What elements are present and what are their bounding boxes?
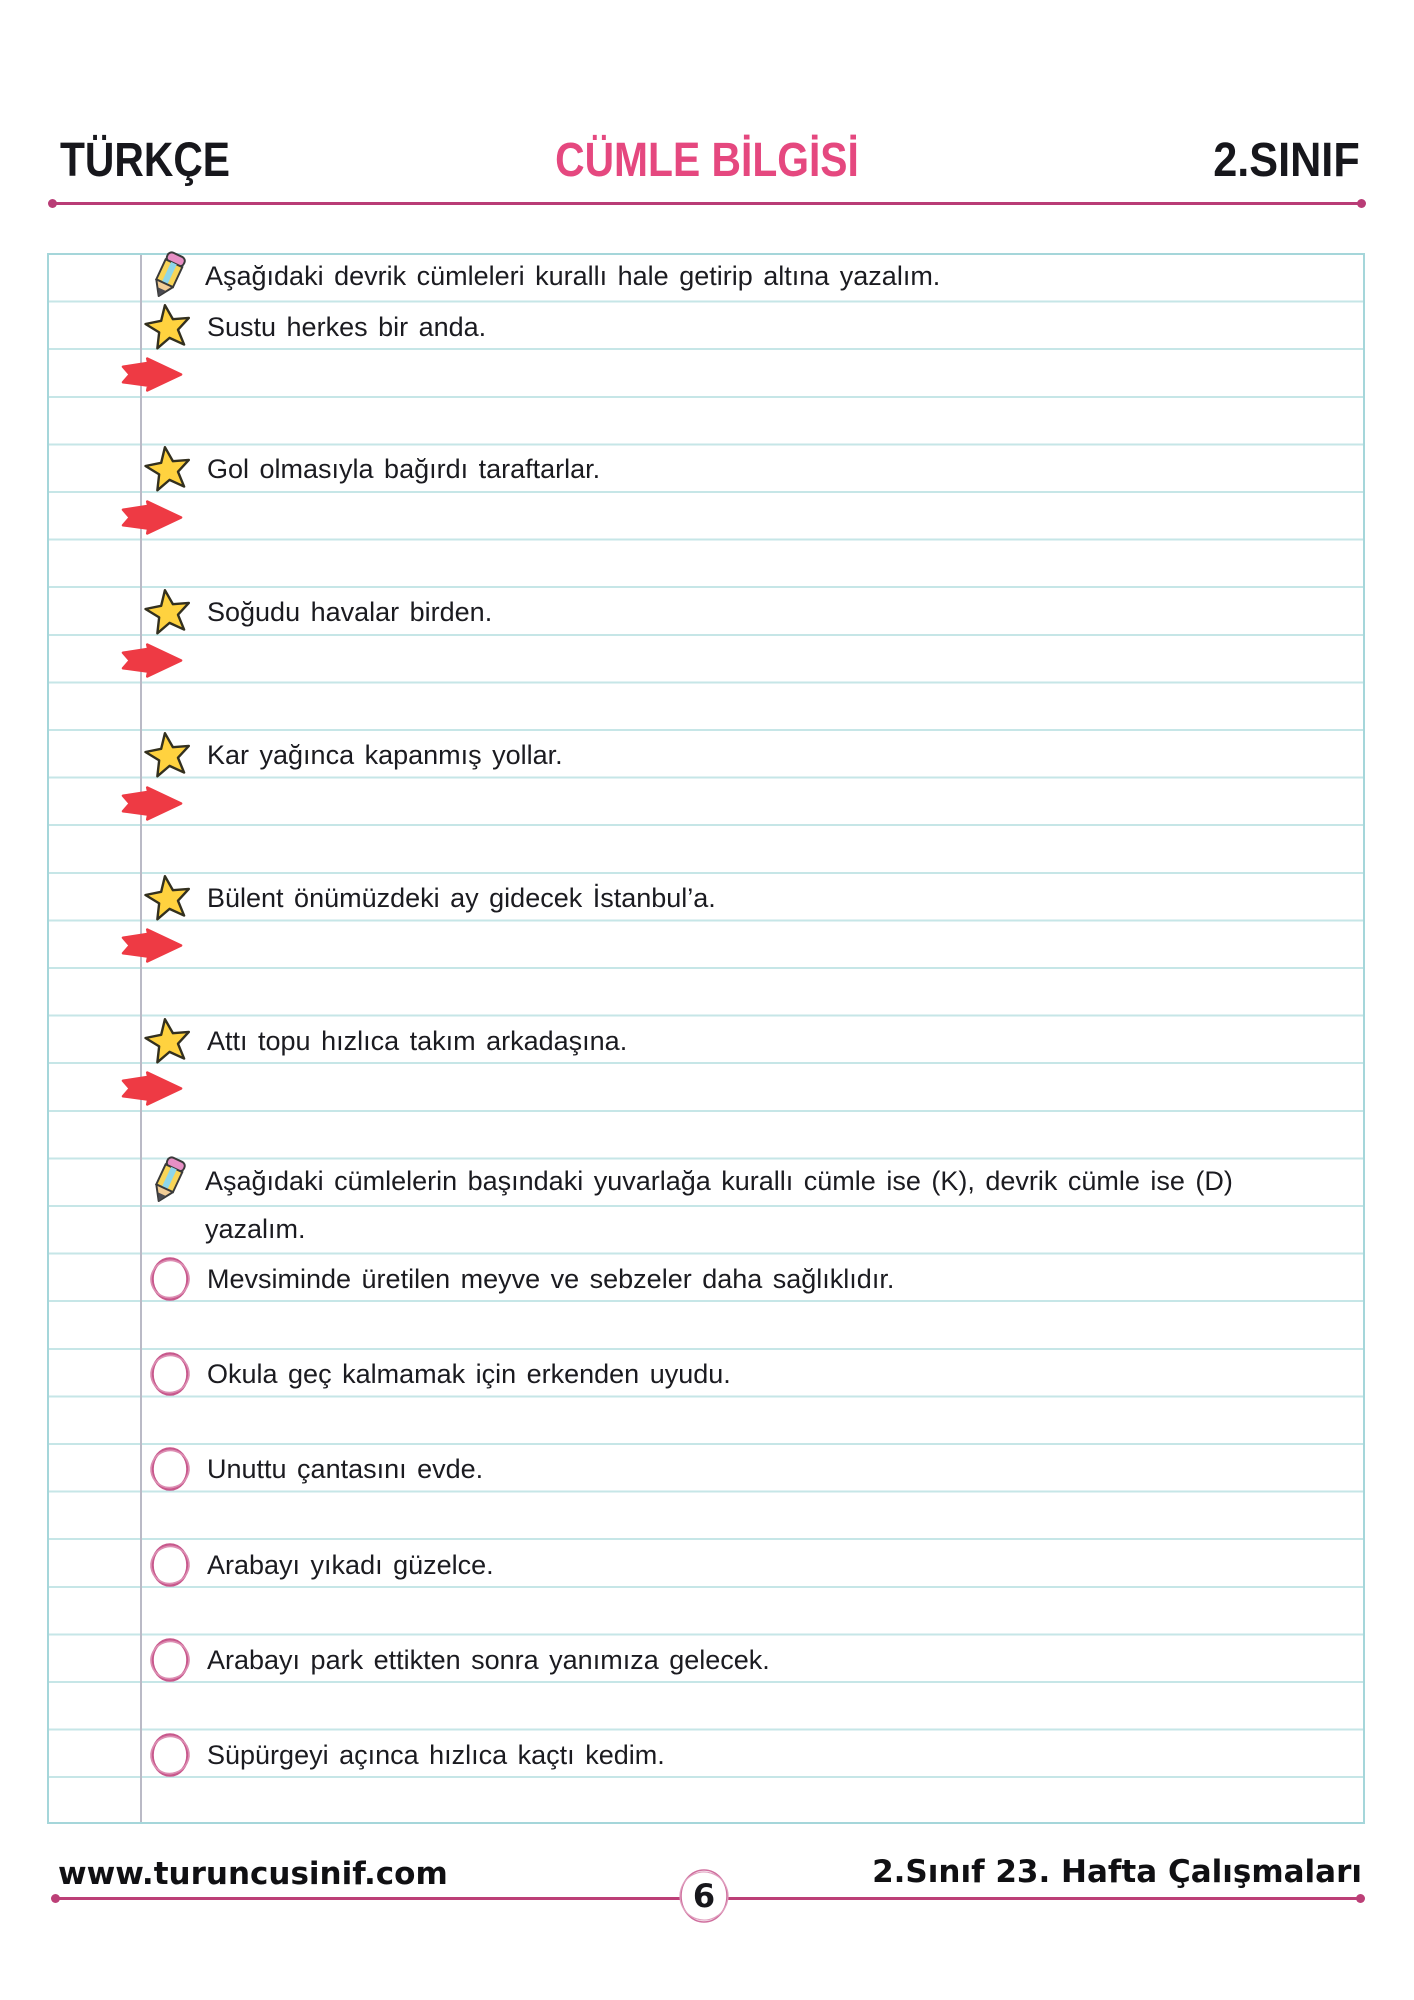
exercise1-item-row [49,445,1363,493]
sentence-text: Sustu herkes bir anda. [207,311,487,342]
answer-circle-icon[interactable] [147,1349,193,1399]
page-title: CÜMLE BİLGİSİ [555,134,859,187]
sentence-text: Bülent önümüzdeki ay gidecek İstanbul’a. [207,882,716,913]
header-subject: TÜRKÇE [60,134,230,187]
answer-circle-icon[interactable] [147,1254,193,1304]
arrow-icon [121,643,185,678]
sentence-text: Soğudu havalar birden. [207,596,493,627]
sentence-text: Attı topu hızlıca takım arkadaşına. [207,1025,628,1056]
page-number: 6 [692,1877,716,1915]
answer-writing-area[interactable] [185,493,1363,541]
answer-writing-area[interactable] [185,636,1363,684]
star-icon [143,444,193,494]
notebook-sheet [47,253,1365,1824]
answer-writing-area[interactable] [185,779,1363,827]
exercise2-item-row [49,1445,1363,1493]
exercise1-item-row [49,874,1363,922]
answer-circle-icon[interactable] [147,1540,193,1590]
answer-writing-area[interactable] [185,1064,1363,1112]
exercise1-item-row [49,1017,1363,1065]
exercise2-item-row [49,1541,1363,1589]
exercise1-item-row [49,588,1363,636]
footer-worksheet-title: 2.Sınıf 23. Hafta Çalışmaları [872,1854,1362,1890]
sentence-text: Süpürgeyi açınca hızlıca kaçtı kedim. [207,1739,665,1770]
sentence-text: Arabayı park ettikten sonra yanımıza gelecek. [207,1644,770,1675]
arrow-icon [121,928,185,963]
exercise1-answer-row [49,636,1363,684]
exercise1-item-row [49,303,1363,351]
pencil-icon [141,249,195,303]
exercise1-answer-row [49,1064,1363,1112]
exercise1-item-row [49,731,1363,779]
exercise2-item-row [49,1255,1363,1303]
exercise1-instruction-row [49,253,1363,303]
exercise2-item-row [49,1636,1363,1684]
header-divider [52,202,1362,205]
exercise1-answer-row [49,779,1363,827]
exercise2-instruction-line2: yazalım. [205,1213,306,1244]
exercise1-answer-row [49,350,1363,398]
footer-website-link[interactable]: www.turuncusinif.com [58,1856,448,1892]
sentence-text: Gol olmasıyla bağırdı taraftarlar. [207,453,601,484]
sentence-text: Mevsiminde üretilen meyve ve sebzeler daha sağlıklıdır. [207,1263,895,1294]
exercise2-item-row [49,1731,1363,1779]
exercise2-item-row [49,1350,1363,1398]
exercise1-answer-row [49,493,1363,541]
header-grade: 2.SINIF [1213,134,1360,187]
arrow-icon [121,500,185,535]
pencil-icon [141,1154,195,1208]
exercise2-instruction-row [49,1158,1363,1253]
answer-writing-area[interactable] [185,350,1363,398]
page-number-badge [678,1867,730,1925]
star-icon [143,730,193,780]
exercise2-instruction-line1: Aşağıdaki cümlelerin başındaki yuvarlağa kurallı cümle ise (K), devrik cümle ise (D) [205,1166,1233,1196]
answer-circle-icon[interactable] [147,1444,193,1494]
answer-circle-icon[interactable] [147,1635,193,1685]
answer-writing-area[interactable] [185,921,1363,969]
sentence-text: Unuttu çantasını evde. [207,1453,484,1484]
arrow-icon [121,1071,185,1106]
star-icon [143,1016,193,1066]
exercise1-answer-row [49,921,1363,969]
star-icon [143,302,193,352]
answer-circle-icon[interactable] [147,1730,193,1780]
star-icon [143,873,193,923]
arrow-icon [121,786,185,821]
star-icon [143,587,193,637]
exercise1-instruction-text: Aşağıdaki devrik cümleleri kurallı hale getirip altına yazalım. [205,261,941,291]
arrow-icon [121,357,185,392]
sentence-text: Kar yağınca kapanmış yollar. [207,739,563,770]
sentence-text: Arabayı yıkadı güzelce. [207,1549,494,1580]
sentence-text: Okula geç kalmamak için erkenden uyudu. [207,1358,731,1389]
exercise2-instruction-text [195,1158,1233,1253]
